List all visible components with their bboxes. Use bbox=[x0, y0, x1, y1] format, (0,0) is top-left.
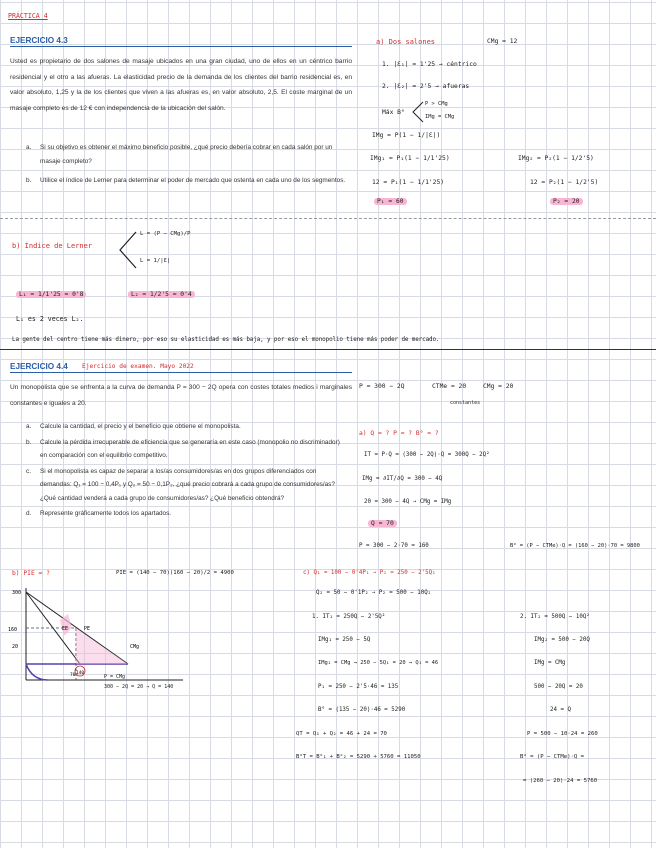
exercise-4-4-title: EJERCICIO 4.4 bbox=[10, 362, 68, 371]
label-pe: PE bbox=[84, 626, 91, 632]
hw-graph-note-2: 300 − 2Q = 20 → Q = 140 bbox=[104, 684, 174, 690]
exercise-4-4-questions bbox=[26, 420, 340, 521]
hw-c-q2: Q₂ = 50 − 0'1P₂ → P₂ = 500 − 10Q₂ bbox=[316, 590, 432, 596]
axis-label-20: 20 bbox=[12, 644, 19, 650]
question-b bbox=[26, 174, 352, 188]
question-text: Calcule la cantidad, el precio y el beneficio que obtiene el monopolista. bbox=[40, 423, 241, 430]
hw-brace bbox=[410, 100, 424, 124]
question-text: Utilice el índice de Lerner para determinar el poder de mercado que ostenta en cada uno de los segmentos. bbox=[40, 177, 346, 184]
hw-lerner-1: L = (P − CMg)/P bbox=[140, 231, 191, 237]
hw-l2 bbox=[128, 291, 195, 298]
exercise-4-3-statement: Usted es propietario de dos salones de masaje ubicados en una gran ciudad, uno de ellos en un céntrico barrio residencial y el otro a las afueras. La elasticidad precio de la demanda de los clientes del barrio residencial es, en valor absoluto, 1,25 y la de los clientes que viven a las afueras es, en valor absoluto, 2,5. El coste marginal de un masaje completo es de 12 € con independencia de la ubicación del salón. bbox=[10, 58, 352, 112]
hw-c2-p: P = 500 − 10·24 = 260 bbox=[527, 731, 598, 737]
hw-c1-b: B° = (135 − 20)·46 = 5290 bbox=[318, 707, 406, 713]
question-b bbox=[26, 436, 340, 463]
hw-c2-img: IMg₂ = 500 − 20Q bbox=[534, 637, 590, 643]
hw-graph-note-1: P = CMg bbox=[104, 674, 126, 680]
hw-elasticity-2: 2. |Ɛ₂| = 2'5 → afueras bbox=[382, 83, 470, 90]
exercise-4-3-rule bbox=[10, 46, 352, 47]
hw-c2-b2: = (260 − 20)·24 = 5760 bbox=[523, 778, 598, 784]
axis-label-160: 160 bbox=[8, 627, 18, 633]
hw-bt: B°T = B°₁ + B°₂ = 5290 + 5760 = 11050 bbox=[296, 754, 421, 760]
question-text: Represente gráficamente todos los apartados. bbox=[40, 510, 172, 517]
hw-p bbox=[359, 543, 429, 549]
hw-img-1: IMg₁ = P₁(1 − 1/1'25) bbox=[370, 155, 450, 162]
hw-lerner-note: L₁ es 2 veces L₂. bbox=[16, 315, 84, 323]
hw-c2-b: B° = (P − CTMe)·Q = bbox=[520, 754, 584, 760]
hw-l1-value: L₁ = 1/1'25 = 0'8 bbox=[16, 291, 86, 298]
hw-cmg-44: CMg = 20 bbox=[483, 383, 514, 390]
question-d bbox=[26, 507, 340, 521]
page-label: PRÁCTICA 4 bbox=[8, 12, 48, 20]
hw-b-title: b) Índice de Lerner bbox=[12, 242, 93, 250]
label-ee: EE bbox=[62, 626, 69, 632]
hw-constantes: constantes bbox=[450, 400, 481, 406]
hw-img-2: IMg₂ = P₂(1 − 1/2'5) bbox=[518, 155, 594, 162]
hw-l2-value: L₂ = 1/2'5 = 0'4 bbox=[128, 291, 195, 298]
hw-eq: 20 = 300 − 4Q → CMg = IMg bbox=[364, 499, 452, 505]
hw-c2-q: 24 = Q bbox=[550, 707, 571, 713]
hw-c2-it: 2. IT₂ = 500Q − 10Q² bbox=[520, 614, 590, 620]
question-text: Si su objetivo es obtener el máximo beneficio posible, ¿qué precio debería cobrar en cada salón por un masaje completo? bbox=[40, 144, 333, 165]
question-c bbox=[26, 465, 340, 506]
question-letter: d. bbox=[26, 510, 32, 517]
hw-c1-p: P₁ = 250 − 2'5·46 = 135 bbox=[318, 684, 399, 690]
hw-44-a-title: a) Q = ? P = ? B° = ? bbox=[359, 430, 439, 437]
hw-conclusion: La gente del centro tiene más dinero, por eso su elasticidad es más baja, y por eso el monopolio tiene más poder de mercado. bbox=[12, 337, 440, 343]
hw-it: IT = P·Q = (300 − 2Q)·Q = 300Q − 2Q² bbox=[364, 452, 490, 458]
label-cmg: CMg bbox=[130, 644, 140, 650]
hw-a-title: a) Dos salones bbox=[376, 38, 436, 46]
hw-l1 bbox=[16, 291, 86, 298]
hw-max-profit: Máx B° bbox=[382, 109, 405, 116]
hw-qt: QT = Q₁ + Q₂ = 46 + 24 = 70 bbox=[296, 731, 387, 737]
question-letter: b. bbox=[26, 177, 32, 184]
exercise-4-4-subtitle: Ejercicio de examen. Mayo 2022 bbox=[82, 363, 194, 370]
hw-c1-eq: IMg₁ = CMg → 250 − 5Q₁ = 20 → Q₁ = 46 bbox=[318, 660, 439, 666]
question-text: Calcule la pérdida irrecuperable de eficiencia que se generaría en este caso (monopolio no discriminador) en comparación con el equilibrio competitivo. bbox=[40, 438, 340, 459]
hw-c2-cond: IMg = CMg bbox=[534, 660, 566, 666]
hw-pie: PIE = (140 − 70)(160 − 20)/2 = 4900 bbox=[116, 570, 234, 576]
hw-profit: B° = (P − CTMe)·Q = (160 − 20)·70 = 9800 bbox=[510, 543, 640, 549]
axis-label-70: 70 bbox=[70, 673, 76, 678]
hw-lerner-brace bbox=[116, 228, 138, 272]
question-a bbox=[26, 141, 352, 168]
hw-img-general: IMg = P(1 − 1/|Ɛ|) bbox=[372, 132, 441, 139]
hw-img: IMg = ∂IT/∂Q = 300 − 4Q bbox=[362, 476, 443, 482]
hw-cond-2: IMg = CMg bbox=[425, 114, 455, 120]
exercise-4-3-questions bbox=[26, 141, 352, 188]
hw-44-b-title: b) PIE = ? bbox=[12, 570, 50, 577]
hw-eq-1: 12 = P₁(1 − 1/1'25) bbox=[372, 179, 445, 186]
hw-c2-eq: 500 − 20Q = 20 bbox=[534, 684, 583, 690]
hw-lerner-2: L = 1/|Ɛ| bbox=[140, 258, 171, 264]
question-letter: c. bbox=[26, 467, 31, 475]
hw-p2: P₂ = 20 bbox=[550, 198, 583, 205]
question-letter: a. bbox=[26, 423, 32, 430]
question-text: Si el monopolista es capaz de separar a los/as consumidores/as en dos grupos diferenciados con demandas: Q₁ = 100 − 0,4P₁ y Q₂ = 50 − 0,1P₂, ¿qué precio cobrará a cada grupo de consumidores/as? ¿Qué cantidad venderá a cada grupo de consumidores/as? ¿Qué beneficio obtendrá? bbox=[40, 467, 335, 502]
hw-p1: P₁ = 60 bbox=[374, 198, 407, 205]
hw-c1-it: 1. IT₁ = 250Q − 2'5Q² bbox=[312, 614, 386, 620]
exercise-4-4-rule bbox=[10, 372, 352, 373]
hw-demand: P = 300 − 2Q bbox=[359, 383, 405, 390]
hw-eq-2: 12 = P₂(1 − 1/2'5) bbox=[530, 179, 599, 186]
hw-elasticity-1: 1. |Ɛ₁| = 1'25 → céntrico bbox=[382, 61, 477, 68]
hw-p-value: P = 300 − 2·70 = 160 bbox=[359, 543, 429, 549]
hw-q: Q = 70 bbox=[368, 520, 397, 527]
section-separator bbox=[0, 349, 656, 350]
exercise-4-3-title: EJERCICIO 4.3 bbox=[10, 36, 68, 45]
question-letter: a. bbox=[26, 144, 32, 151]
question-a bbox=[26, 420, 340, 434]
hw-c1-img: IMg₁ = 250 − 5Q bbox=[318, 637, 371, 643]
axis-label-140: 140 bbox=[76, 671, 85, 676]
dashed-separator bbox=[0, 218, 656, 219]
hw-cond-1: P > CMg bbox=[425, 101, 448, 107]
hw-cmg: CMg = 12 bbox=[487, 38, 518, 45]
axis-label-300: 300 bbox=[12, 590, 22, 596]
exercise-4-4-statement: Un monopolista que se enfrenta a la curva de demanda P = 300 − 2Q opera con costes totales medios i marginales constantes e iguales a 20. bbox=[10, 384, 352, 407]
monopoly-graph bbox=[8, 584, 188, 694]
question-letter: b. bbox=[26, 438, 32, 446]
hw-44-c-title: c) Q₁ = 100 − 0'4P₁ → P₁ = 250 − 2'5Q₁ bbox=[303, 570, 436, 576]
hw-ctme: CTMe = 20 bbox=[432, 383, 467, 390]
